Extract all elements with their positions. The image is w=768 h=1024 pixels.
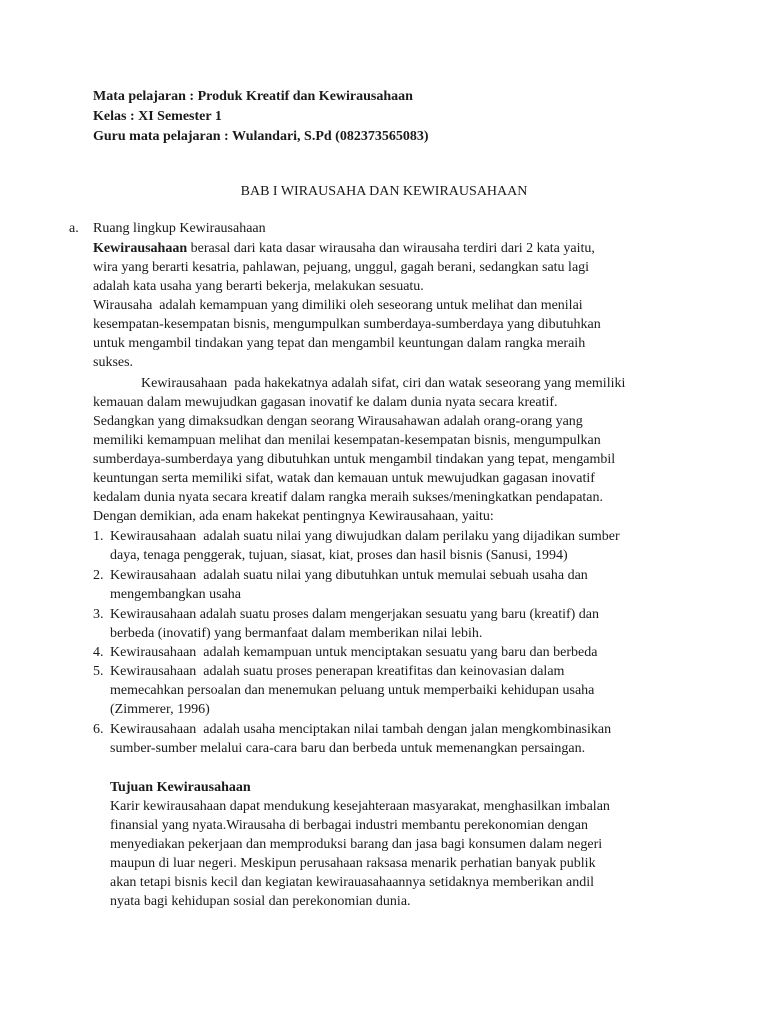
list-item-1-marker: 1. bbox=[93, 529, 104, 544]
section-a-heading: Ruang lingkup Kewirausahaan bbox=[93, 221, 266, 236]
paragraph-1-line-2: wira yang berarti kesatria, pahlawan, pejuang, unggul, gagah berani, sedangkan satu lagi bbox=[93, 260, 590, 275]
chapter-title: BAB I WIRAUSAHA DAN KEWIRAUSAHAAN bbox=[240, 184, 528, 199]
paragraph-3-line-8: Dengan demikian, ada enam hakekat pentingnya Kewirausahaan, yaitu: bbox=[93, 509, 494, 524]
subject-line: Mata pelajaran : Produk Kreatif dan Kewirausahaan bbox=[93, 89, 413, 104]
tujuan-line-3: menyediakan pekerjaan dan memproduksi barang dan jasa bagi konsumen dalam negeri bbox=[110, 837, 603, 852]
paragraph-2-line-1: Wirausaha adalah kemampuan yang dimiliki oleh seseorang untuk melihat dan menilai bbox=[93, 298, 583, 313]
tujuan-line-1: Karir kewirausahaan dapat mendukung kesejahteraan masyarakat, menghasilkan imbalan bbox=[110, 799, 610, 814]
list-item-5-line-2: memecahkan persoalan dan menemukan peluang untuk memperbaiki kehidupan usaha bbox=[110, 683, 595, 698]
tujuan-line-6: nyata bagi kehidupan sosial dan perekonomian dunia. bbox=[110, 894, 411, 909]
list-item-3-line-1: Kewirausahaan adalah suatu proses dalam mengerjakan sesuatu yang baru (kreatif) dan bbox=[110, 607, 600, 622]
paragraph-3-line-5: sumberdaya-sumberdaya yang dibutuhkan untuk mengambil tindakan yang tepat, mengambil bbox=[93, 452, 616, 467]
tujuan-line-2: finansial yang nyata.Wirausaha di berbagai industri membantu perekonomian dengan bbox=[110, 818, 589, 833]
paragraph-1-line-1-rest: berasal dari kata dasar wirausaha dan wirausaha terdiri dari 2 kata yaitu, bbox=[187, 241, 595, 256]
list-item-1-line-2: daya, tenaga penggerak, tujuan, siasat, kiat, proses dan hasil bisnis (Sanusi, 1994) bbox=[110, 548, 568, 563]
list-item-1-line-1: Kewirausahaan adalah suatu nilai yang diwujudkan dalam perilaku yang dijadikan sumber bbox=[110, 529, 620, 544]
tujuan-heading: Tujuan Kewirausahaan bbox=[110, 780, 251, 795]
list-item-2-line-2: mengembangkan usaha bbox=[110, 587, 242, 602]
paragraph-3-line-3: Sedangkan yang dimaksudkan dengan seorang Wirausahawan adalah orang-orang yang bbox=[93, 414, 583, 429]
paragraph-3-line-1: Kewirausahaan pada hakekatnya adalah sifat, ciri dan watak seseorang yang memiliki bbox=[141, 376, 626, 391]
list-item-3-line-2: berbeda (inovatif) yang bermanfaat dalam memberikan nilai lebih. bbox=[110, 626, 483, 641]
list-item-5-line-3: (Zimmerer, 1996) bbox=[110, 702, 210, 717]
paragraph-3-line-2: kemauan dalam mewujudkan gagasan inovatif ke dalam dunia nyata secara kreatif. bbox=[93, 395, 558, 410]
list-item-5-line-1: Kewirausahaan adalah suatu proses penerapan kreatifitas dan keinovasian dalam bbox=[110, 664, 565, 679]
tujuan-line-4: maupun di luar negeri. Meskipun perusahaan raksasa menarik perhatian banyak publik bbox=[110, 856, 596, 871]
list-item-6-line-2: sumber-sumber melalui cara-cara baru dan berbeda untuk memenangkan persaingan. bbox=[110, 741, 586, 756]
section-a-marker: a. bbox=[69, 221, 79, 236]
paragraph-3-line-6: keuntungan serta memiliki sifat, watak dan kemauan untuk mewujudkan gagasan inovatif bbox=[93, 471, 595, 486]
list-item-2-line-1: Kewirausahaan adalah suatu nilai yang dibutuhkan untuk memulai sebuah usaha dan bbox=[110, 568, 588, 583]
term-kewirausahaan: Kewirausahaan bbox=[93, 241, 188, 256]
paragraph-3-line-4: memiliki kemampuan melihat dan menilai kesempatan-kesempatan bisnis, mengumpulkan bbox=[93, 433, 601, 448]
paragraph-2-line-4: sukses. bbox=[93, 355, 134, 370]
class-line: Kelas : XI Semester 1 bbox=[93, 109, 222, 124]
paragraph-1-line-1 bbox=[93, 239, 595, 258]
list-item-6-marker: 6. bbox=[93, 722, 104, 737]
list-item-2-marker: 2. bbox=[93, 568, 104, 583]
list-item-5-marker: 5. bbox=[93, 664, 104, 679]
teacher-line: Guru mata pelajaran : Wulandari, S.Pd (082373565083) bbox=[93, 129, 429, 144]
paragraph-3-line-7: kedalam dunia nyata secara kreatif dalam rangka meraih sukses/meningkatkan pendapatan. bbox=[93, 490, 604, 505]
list-item-4-marker: 4. bbox=[93, 645, 104, 660]
paragraph-1-line-3: adalah kata usaha yang berarti bekerja, melakukan sesuatu. bbox=[93, 279, 424, 294]
list-item-6-line-1: Kewirausahaan adalah usaha menciptakan nilai tambah dengan jalan mengkombinasikan bbox=[110, 722, 612, 737]
tujuan-line-5: akan tetapi bisnis kecil dan kegiatan kewirauasahaannya setidaknya memberikan andil bbox=[110, 875, 594, 890]
list-item-3-marker: 3. bbox=[93, 607, 104, 622]
paragraph-2-line-2: kesempatan-kesempatan bisnis, mengumpulkan sumberdaya-sumberdaya yang dibutuhkan bbox=[93, 317, 601, 332]
list-item-4-line-1: Kewirausahaan adalah kemampuan untuk menciptakan sesuatu yang baru dan berbeda bbox=[110, 645, 598, 660]
paragraph-2-line-3: untuk mengambil tindakan yang tepat dan mengambil keuntungan dalam rangka meraih bbox=[93, 336, 586, 351]
